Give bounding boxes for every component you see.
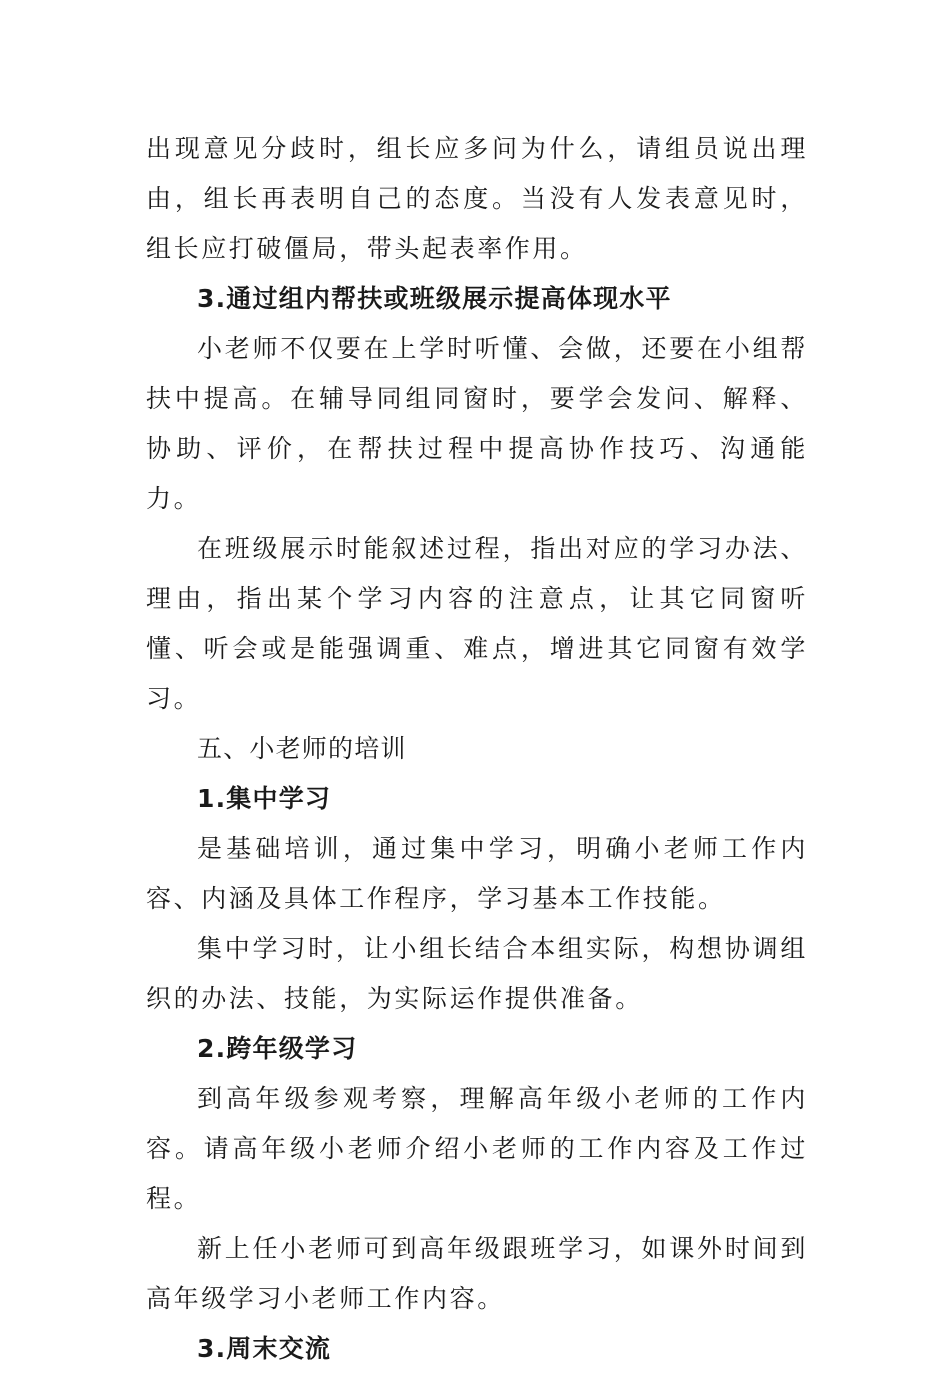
paragraph-class-display: 在班级展示时能叙述过程，指出对应的学习办法、理由，指出某个学习内容的注意点，让其它同窗听懂、听会或是能强调重、难点，增进其它同窗有效学习。 (146, 534, 808, 713)
subheading-weekend-exchange: 3.周末交流 (197, 1334, 332, 1363)
paragraph-visit-senior: 到高年级参观考察，理解高年级小老师的工作内容。请高年级小老师介绍小老师的工作内容及工作过程。 (146, 1084, 808, 1213)
paragraph-group-help: 小老师不仅要在上学时听懂、会做，还要在小组帮扶中提高。在辅导同组同窗时，要学会发问、解释、协助、评价，在帮扶过程中提高协作技巧、沟通能力。 (146, 334, 808, 513)
paragraph-continued: 出现意见分歧时，组长应多问为什么，请组员说出理由，组长再表明自己的态度。当没有人发表意见时，组长应打破僵局，带头起表率作用。 (146, 134, 808, 263)
section-heading-training: 五、小老师的培训 (197, 734, 407, 763)
subheading-cross-grade: 2.跨年级学习 (197, 1034, 358, 1063)
subheading-group-help: 3.通过组内帮扶或班级展示提高体现水平 (197, 284, 672, 313)
paragraph-basic-training: 是基础培训，通过集中学习，明确小老师工作内容、内涵及具体工作程序，学习基本工作技能。 (146, 834, 808, 913)
subheading-concentrated-study: 1.集中学习 (197, 784, 332, 813)
paragraph-group-leader: 集中学习时，让小组长结合本组实际，构想协调组织的办法、技能，为实际运作提供准备。 (146, 934, 808, 1013)
paragraph-follow-class: 新上任小老师可到高年级跟班学习，如课外时间到高年级学习小老师工作内容。 (146, 1234, 808, 1313)
document-body (146, 124, 808, 1374)
